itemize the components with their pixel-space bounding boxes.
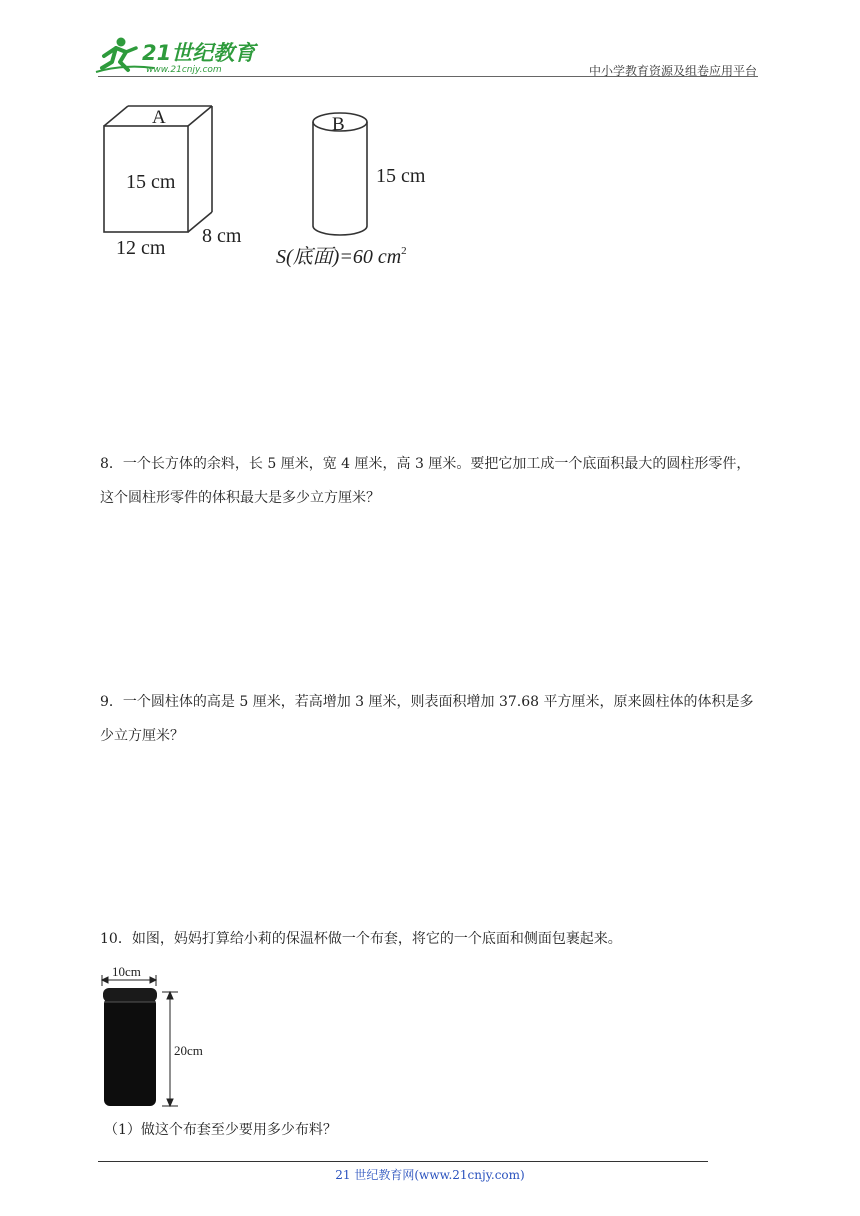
question-8: 8．一个长方体的余料，长 5 厘米，宽 4 厘米，高 3 厘米。要把它加工成一个底面积最大的圆柱形零件，这个圆柱形零件的体积最大是多少立方厘米？ <box>100 456 751 506</box>
cylinder-height-label: 15 cm <box>376 165 426 187</box>
cuboid-width-label: 12 cm <box>116 237 166 259</box>
thermos-cup <box>103 988 157 1106</box>
question-10: 10．如图，妈妈打算给小莉的保温杯做一个布套，将它的一个底面和侧面包裹起来。 <box>100 931 622 947</box>
logo-text: 21世纪教育 <box>142 41 256 65</box>
cup-width-label: 10cm <box>112 964 141 979</box>
site-logo <box>94 34 264 76</box>
logo-url: www.21cnjy.com <box>146 65 222 75</box>
solids-figure <box>96 100 456 275</box>
cylinder-base-area <box>276 245 407 268</box>
cup-height-label: 20cm <box>174 1043 203 1058</box>
cylinder-area-text: S(底面)=60 cm <box>276 246 402 268</box>
question-9: 9．一个圆柱体的高是 5 厘米，若高增加 3 厘米，则表面积增加 37.68 平方厘米，原来圆柱体的体积是多少立方厘米？ <box>100 694 754 744</box>
sub-question-1: （1）做这个布套至少要用多少布料？ <box>104 1122 337 1138</box>
header-divider <box>98 76 758 77</box>
cuboid-depth-label: 8 cm <box>202 225 242 247</box>
footer-divider <box>98 1161 708 1162</box>
cylinder-label: B <box>332 114 345 135</box>
cylinder-area-sup: 2 <box>401 245 407 257</box>
header-platform-text: 中小学教育资源及组卷应用平台 <box>588 64 757 78</box>
thermos-figure <box>96 962 236 1112</box>
footer-link[interactable]: 21 世纪教育网(www.21cnjy.com) <box>335 1168 525 1182</box>
cuboid-label: A <box>152 107 166 128</box>
cuboid-height-label: 15 cm <box>126 171 176 193</box>
